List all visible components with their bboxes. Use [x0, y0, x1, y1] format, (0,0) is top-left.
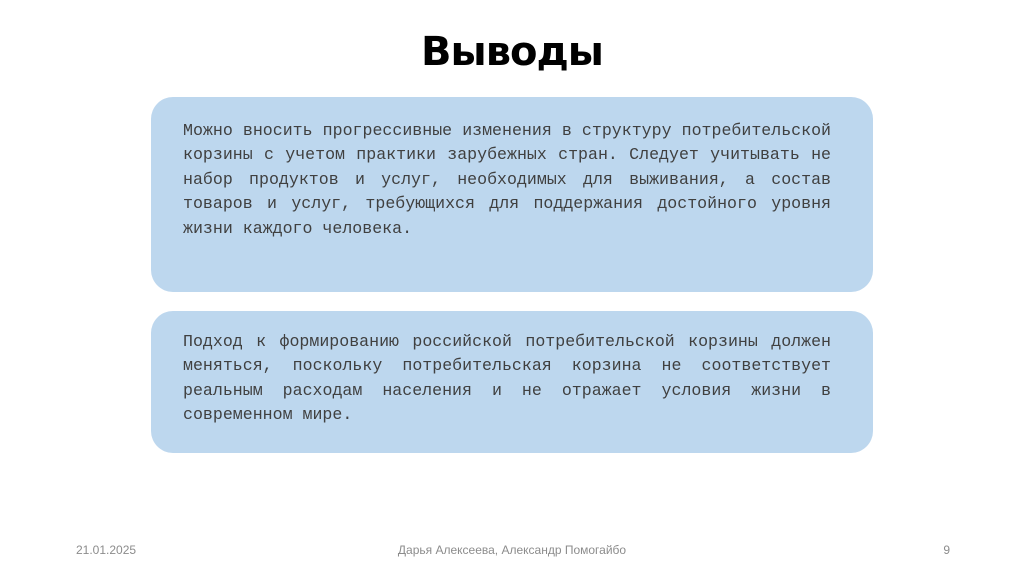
- footer-date: 21.01.2025: [76, 543, 137, 557]
- conclusion-panel-1: [151, 97, 873, 292]
- slide-title: Выводы: [421, 29, 603, 75]
- footer-authors: Дарья Алексеева, Александр Помогайбо: [397, 543, 627, 557]
- conclusion-text-2: Подход к формированию российской потребительской корзины должен меняться, поскольку потребительская корзина не соответствует реальным расходам населения и не отражает условия жизни в современном мире.: [183, 332, 831, 425]
- conclusion-panel-2: [151, 311, 873, 453]
- conclusion-text-1: Можно вносить прогрессивные изменения в структуру потребительской корзины с учетом практики зарубежных стран. Следует учитывать не набор продуктов и услуг, необходимых для выживания, а состав товаров и услуг, требующихся для поддержания достойного уровня жизни каждого человека.: [183, 121, 831, 238]
- footer-page-number: 9: [943, 543, 950, 557]
